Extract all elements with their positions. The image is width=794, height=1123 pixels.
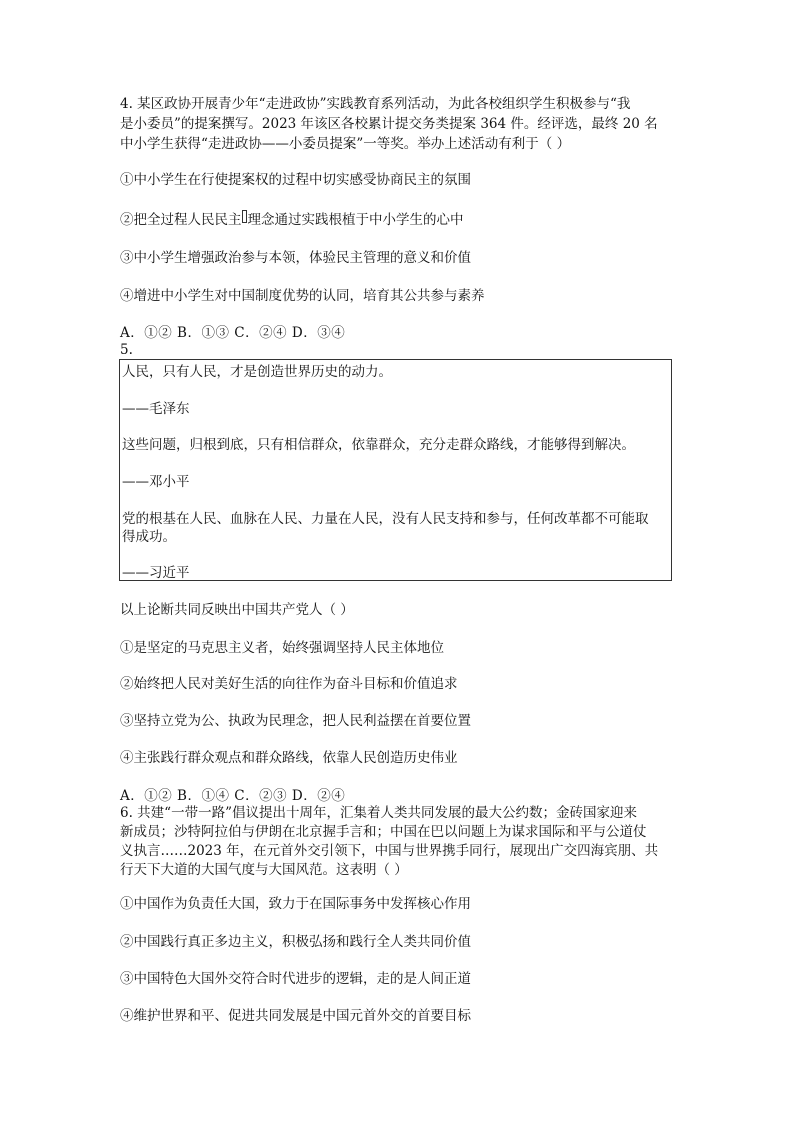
quote-xi-line-1: 党的根基在人民、血脉在人民、力量在人民，没有人民支持和参与，任何改革都不可能取 [122,511,649,527]
q5-stem: 以上论断共同反映出中国共产党人（ ） [120,602,354,618]
q5-option-2: ②始终把人民对美好生活的向往作为奋斗目标和价值追求 [120,676,458,692]
quote-mao: 人民，只有人民，才是创造世界历史的动力。 [122,364,392,380]
q4-option-2-part-b: 理念通过实践根植于中小学生的心中 [247,212,464,228]
q6-option-3: ③中国特色大国外交符合时代进步的逻辑，走的是人间正道 [120,971,471,987]
quote-xi-attribution: ——习近平 [122,565,190,581]
q5-option-1: ①是坚定的马克思主义者，始终强调坚持人民主体地位 [120,640,444,656]
q4-option-4: ④增进中小学生对中国制度优势的认同，培育其公共参与素养 [120,288,485,304]
q4-stem-line-1: 4. 某区政协开展青少年“走进政协”实践教育系列活动，为此各校组织学生积极参与“我 [120,96,631,112]
q6-stem-line-1: 6. 共建“一带一路”倡议提出十周年，汇集着人类共同发展的最大公约数；金砖国家迎来 [120,805,637,821]
q6-option-4: ④维护世界和平、促进共同发展是中国元首外交的首要目标 [120,1008,471,1024]
q5-number: 5. [120,342,133,358]
quote-deng-attribution: ——邓小平 [122,474,190,490]
q5-option-3: ③坚持立党为公、执政为民理念，把人民利益摆在首要位置 [120,713,471,729]
q4-stem-line-2: 是小委员”的提案撰写。2023 年该区各校累计提交务类提案 364 件。经评选，最终 20 名 [120,116,658,132]
q6-stem-line-4: 行天下大道的大国气度与大国风范。这表明（ ） [120,862,408,878]
quote-mao-attribution: ——毛泽东 [122,401,190,417]
quote-xi-line-2: 得成功。 [122,529,176,545]
q4-option-2 [120,210,464,230]
q4-answer-choices: A．①② B．①③ C．②④ D．③④ [120,325,346,341]
quote-deng: 这些问题，归根到底，只有相信群众，依靠群众，充分走群众路线，才能够得到解决。 [122,437,635,453]
q4-option-3: ③中小学生增强政治参与本领，体验民主管理的意义和价值 [120,250,471,266]
q6-stem-line-2: 新成员；沙特阿拉伯与伊朗在北京握手言和；中国在巴以问题上为谋求国际和平与公道仗 [120,824,647,840]
q6-option-2: ②中国践行真正多边主义，积极弘扬和践行全人类共同价值 [120,934,471,950]
missing-glyph-icon [242,210,247,223]
q4-option-2-part-a: ②把全过程人民民主 [120,212,242,228]
q6-stem-line-3: 义执言……2023 年，在元首外交引领下，中国与世界携手同行，展现出广交四海宾朋、共 [120,843,659,859]
q4-stem-line-3: 中小学生获得“走进政协——小委员提案”一等奖。举办上述活动有利于（ ） [120,136,571,152]
q4-option-1: ①中小学生在行使提案权的过程中切实感受协商民主的氛围 [120,172,471,188]
q6-option-1: ①中国作为负责任大国，致力于在国际事务中发挥核心作用 [120,896,471,912]
q5-option-4: ④主张践行群众观点和群众路线，依靠人民创造历史伟业 [120,750,458,766]
q5-quote-box [119,359,672,581]
q5-answer-choices: A．①② B．①④ C．②③ D．②④ [120,788,346,804]
